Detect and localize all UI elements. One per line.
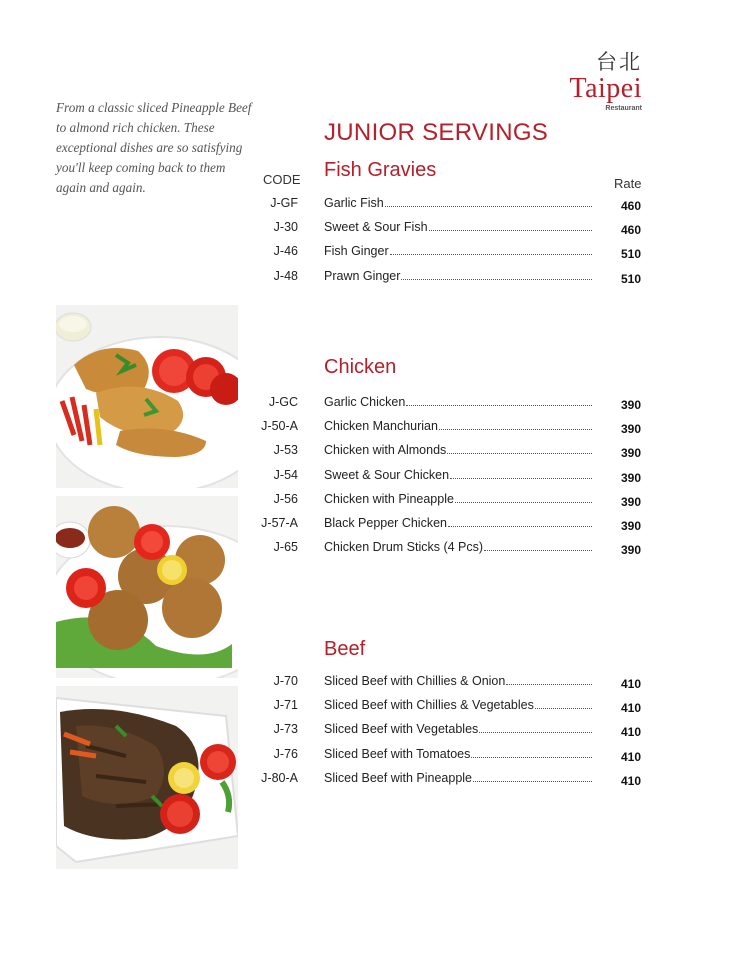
item-name: Chicken with Pineapple bbox=[324, 491, 454, 506]
dot-leader bbox=[390, 244, 592, 255]
item-code: J-30 bbox=[273, 220, 298, 235]
item-rate: 390 bbox=[620, 494, 641, 509]
item-name-line bbox=[324, 674, 592, 688]
item-rate: 410 bbox=[620, 677, 641, 691]
item-name-line bbox=[324, 698, 592, 712]
item-name-line bbox=[324, 492, 592, 506]
item-name-line bbox=[324, 419, 592, 433]
item-rate: 390 bbox=[620, 543, 641, 558]
item-name-line bbox=[324, 220, 592, 234]
item-code: J-50-A bbox=[261, 419, 298, 434]
item-name-line bbox=[324, 443, 592, 457]
item-rate: 410 bbox=[620, 701, 641, 716]
dot-leader bbox=[439, 419, 592, 430]
item-name: Chicken with Almonds bbox=[324, 443, 447, 458]
intro-text: From a classic sliced Pineapple Beef to almond rich chicken. These exceptional dishes are so satisfying you'll keep coming back to them again and again. bbox=[56, 100, 252, 195]
section-title-beef: Beef bbox=[324, 638, 366, 660]
item-name: Black Pepper Chicken bbox=[324, 515, 447, 530]
item-code: J-48 bbox=[273, 268, 298, 283]
item-rate: 410 bbox=[620, 749, 641, 764]
dot-leader bbox=[429, 220, 592, 231]
code-column-header: CODE bbox=[263, 172, 301, 187]
item-name: Sliced Beef with Chillies & Onion bbox=[324, 674, 506, 688]
dot-leader bbox=[450, 468, 592, 479]
menu-item bbox=[0, 269, 730, 293]
item-rate: 390 bbox=[620, 470, 641, 485]
item-code: J-GC bbox=[268, 395, 298, 409]
item-name-line bbox=[324, 468, 592, 482]
item-code: J-76 bbox=[273, 746, 298, 761]
item-rate: 460 bbox=[620, 223, 641, 238]
food-photo-fried-fish bbox=[56, 305, 238, 488]
dot-leader bbox=[448, 516, 592, 527]
item-name: Sweet & Sour Chicken bbox=[324, 467, 450, 482]
item-name-line bbox=[324, 747, 592, 761]
dot-leader bbox=[447, 443, 592, 454]
menu-item bbox=[0, 196, 730, 220]
dot-leader bbox=[385, 196, 592, 207]
item-rate: 410 bbox=[620, 773, 641, 788]
item-rate: 390 bbox=[620, 422, 641, 437]
item-code: J-53 bbox=[273, 443, 298, 458]
item-rate: 510 bbox=[620, 247, 641, 262]
dot-leader bbox=[484, 540, 592, 551]
item-code: J-57-A bbox=[261, 515, 298, 530]
item-rate: 390 bbox=[620, 518, 641, 533]
dot-leader bbox=[455, 492, 592, 503]
item-name-line bbox=[324, 269, 592, 283]
item-name: Chicken Drum Sticks (4 Pcs) bbox=[324, 540, 484, 555]
item-name-line bbox=[324, 395, 592, 409]
page-title: JUNIOR SERVINGS bbox=[324, 119, 549, 146]
menu-item bbox=[0, 220, 730, 244]
item-name-line bbox=[324, 771, 592, 785]
item-name: Sliced Beef with Vegetables bbox=[324, 722, 479, 737]
dot-leader bbox=[535, 698, 592, 709]
item-name: Sliced Beef with Pineapple bbox=[324, 770, 473, 785]
item-code: J-54 bbox=[273, 467, 298, 482]
rate-column-header: Rate bbox=[614, 176, 642, 191]
item-code: J-65 bbox=[273, 540, 298, 555]
item-code: J-71 bbox=[273, 698, 298, 713]
section-title-fish: Fish Gravies bbox=[324, 159, 437, 181]
item-rate: 410 bbox=[620, 725, 641, 740]
item-name: Garlic Fish bbox=[324, 196, 384, 210]
restaurant-logo bbox=[562, 50, 642, 114]
item-name: Sliced Beef with Tomatoes bbox=[324, 746, 471, 761]
food-photo-chicken-balls bbox=[56, 496, 238, 678]
item-code: J-46 bbox=[273, 244, 298, 259]
dot-leader bbox=[479, 722, 592, 733]
dot-leader bbox=[506, 674, 592, 685]
food-photo-sliced-beef bbox=[56, 686, 238, 869]
dot-leader bbox=[473, 771, 592, 782]
item-code: J-80-A bbox=[261, 770, 298, 785]
section-title-chicken: Chicken bbox=[324, 356, 397, 378]
item-name: Sliced Beef with Chillies & Vegetables bbox=[324, 698, 534, 713]
item-rate: 390 bbox=[620, 446, 641, 461]
dot-leader bbox=[401, 269, 592, 280]
item-code: J-GF bbox=[270, 196, 298, 210]
item-code: J-73 bbox=[273, 722, 298, 737]
item-rate: 390 bbox=[620, 398, 641, 412]
item-rate: 460 bbox=[620, 199, 641, 213]
dot-leader bbox=[471, 747, 592, 758]
dot-leader bbox=[406, 395, 592, 406]
menu-list-fish bbox=[0, 196, 730, 293]
item-name-line bbox=[324, 516, 592, 530]
item-name: Fish Ginger bbox=[324, 244, 389, 259]
menu-item bbox=[0, 244, 730, 268]
item-name-line bbox=[324, 722, 592, 736]
item-rate: 510 bbox=[620, 271, 641, 286]
item-name: Prawn Ginger bbox=[324, 268, 401, 283]
logo-subtitle: Restaurant bbox=[605, 105, 642, 112]
item-name-line bbox=[324, 244, 592, 258]
item-code: J-70 bbox=[273, 674, 298, 688]
item-name-line bbox=[324, 540, 592, 554]
logo-chinese-text: 台北 bbox=[596, 50, 642, 74]
item-name: Garlic Chicken bbox=[324, 395, 406, 409]
item-name-line bbox=[324, 196, 592, 210]
item-name: Sweet & Sour Fish bbox=[324, 220, 428, 235]
logo-name: Taipei bbox=[569, 73, 642, 104]
item-code: J-56 bbox=[273, 491, 298, 506]
item-name: Chicken Manchurian bbox=[324, 419, 438, 434]
